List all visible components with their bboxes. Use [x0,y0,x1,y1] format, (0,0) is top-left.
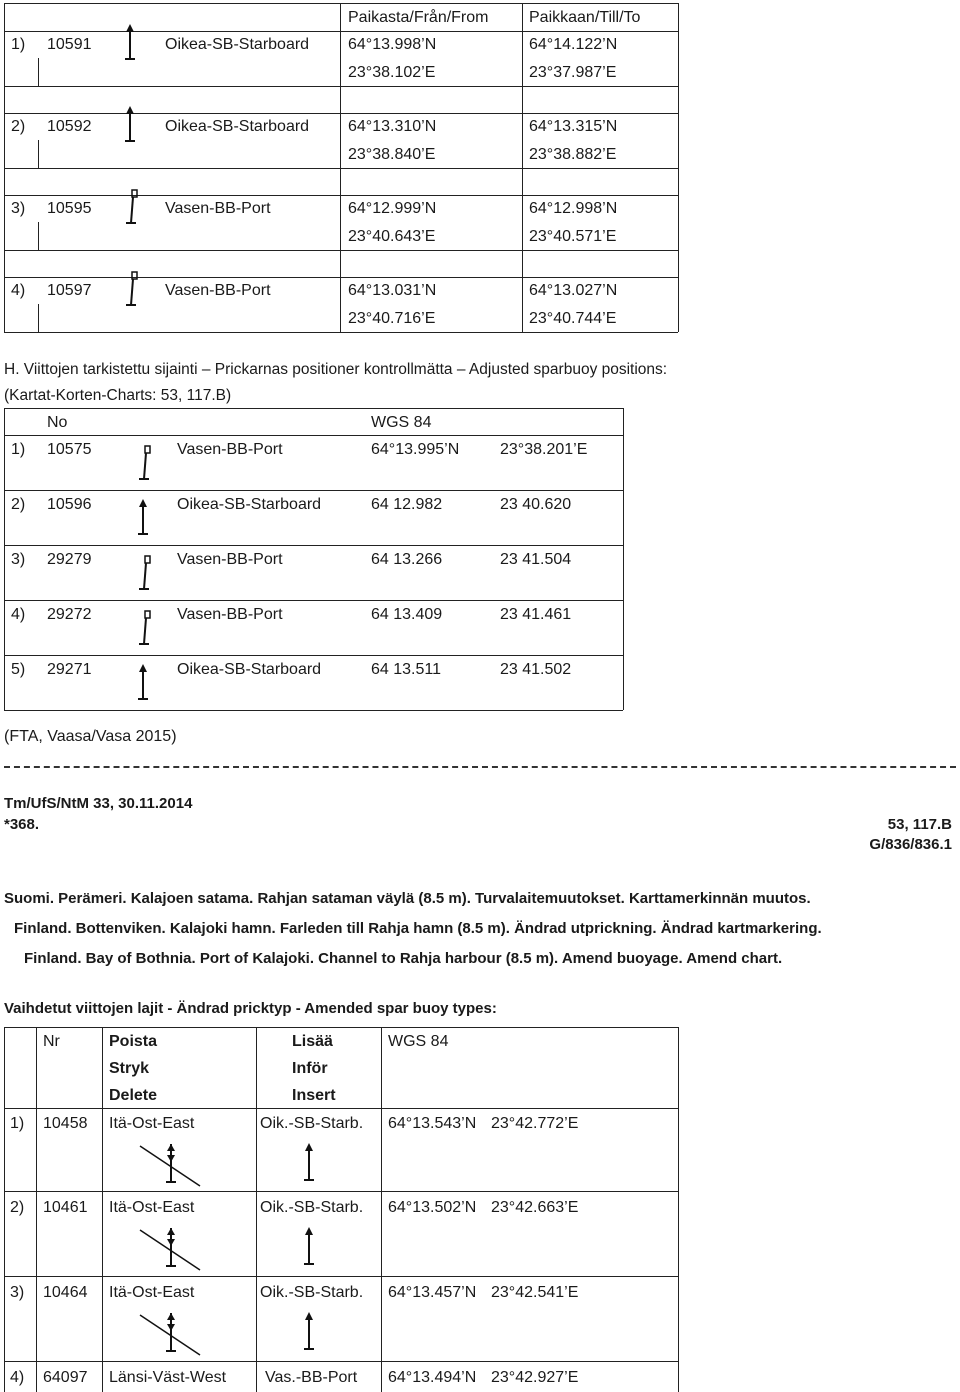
latitude: 64 13.511 [371,661,441,678]
latitude: 64°13.494’N [388,1369,477,1386]
notice-subtitle: Vaihdetut viittojen lajit - Ändrad pricktyp - Amended spar buoy types: [4,1000,497,1017]
row-index: 2) [10,1199,25,1216]
from-latitude: 64°13.310’N [348,118,437,135]
latitude: 64 13.409 [371,606,443,623]
row-index: 1) [10,1115,25,1132]
row-index: 2) [11,118,26,135]
latitude: 64 12.982 [371,496,443,513]
buoy-number: 10592 [47,118,92,135]
notice-charts: 53, 117.B [887,816,952,833]
longitude: 23°42.772’E [491,1115,579,1132]
header-remove-fi: Poista [109,1033,158,1050]
buoy-number: 10595 [47,200,92,217]
buoy-type: Oikea-SB-Starboard [177,661,322,678]
source-note: (FTA, Vaasa/Vasa 2015) [4,728,177,745]
buoy-number: 10591 [47,36,92,53]
row-index: 4) [10,1369,25,1386]
starboard-spar-buoy-icon [301,1143,317,1185]
longitude: 23 41.504 [500,551,572,568]
buoy-type: Oikea-SB-Starboard [165,118,310,135]
buoy-type: Vasen-BB-Port [177,551,283,568]
buoy-type: Vasen-BB-Port [177,606,283,623]
row-index: 2) [11,496,26,513]
buoy-number: 64097 [43,1369,88,1386]
buoy-number: 29271 [47,661,92,678]
east-cardinal-spar-buoy-icon [140,1224,200,1274]
latitude: 64°13.502’N [388,1199,477,1216]
from-latitude: 64°13.031’N [348,282,437,299]
from-latitude: 64°12.999’N [348,200,437,217]
longitude: 23°38.201’E [500,441,588,458]
notice-text-swedish: Finland. Bottenviken. Kalajoki hamn. Farleden till Rahja hamn (8.5 m). Ändrad utprickning. Ändrad kartmarkering. [14,920,822,937]
header-remove-sv: Stryk [109,1060,150,1077]
buoy-type: Vasen-BB-Port [165,200,271,217]
latitude: 64 13.266 [371,551,443,568]
buoy-number: 10458 [43,1115,88,1132]
to-latitude: 64°12.998’N [529,200,618,217]
to-longitude: 23°38.882’E [529,146,617,163]
longitude: 23 41.461 [500,606,572,623]
longitude: 23°42.663’E [491,1199,579,1216]
notice-text-finnish: Suomi. Perämeri. Kalajoen satama. Rahjan sataman väylä (8.5 m). Turvalaitemuutokset. Karttamerkinnän muutos. [4,890,811,907]
inserted-type: Oik.-SB-Starb. [260,1115,364,1132]
to-longitude: 23°37.987’E [529,64,617,81]
notice-chart-numbers: G/836/836.1 [869,836,952,853]
to-latitude: 64°13.027’N [529,282,618,299]
notice-text-english: Finland. Bay of Bothnia. Port of Kalajoki. Channel to Rahja harbour (8.5 m). Amend buoyage. Amend chart. [24,950,783,967]
latitude: 64°13.457’N [388,1284,477,1301]
inserted-type: Vas.-BB-Port [265,1369,358,1386]
from-longitude: 23°40.643’E [348,228,436,245]
separator-line [4,766,956,768]
buoy-type: Oikea-SB-Starboard [177,496,322,513]
port-spar-buoy-icon [124,272,140,310]
header-from: Paikasta/Från/From [348,9,489,26]
buoy-number: 29272 [47,606,92,623]
port-spar-buoy-icon [137,446,153,484]
notice-reference: Tm/UfS/NtM 33, 30.11.2014 [4,795,193,812]
buoy-type: Vasen-BB-Port [177,441,283,458]
buoy-number: 10464 [43,1284,88,1301]
from-longitude: 23°38.840’E [348,146,436,163]
row-index: 1) [11,36,26,53]
from-latitude: 64°13.998’N [348,36,437,53]
starboard-spar-buoy-icon [135,499,151,539]
to-latitude: 64°14.122’N [529,36,618,53]
starboard-spar-buoy-icon [135,664,151,704]
removed-type: Itä-Ost-East [109,1199,195,1216]
longitude: 23 41.502 [500,661,572,678]
buoy-type: Oikea-SB-Starboard [165,36,310,53]
latitude: 64°13.543’N [388,1115,477,1132]
from-longitude: 23°40.716’E [348,310,436,327]
east-cardinal-spar-buoy-icon [140,1309,200,1359]
row-index: 1) [11,441,26,458]
to-longitude: 23°40.571’E [529,228,617,245]
latitude: 64°13.995’N [371,441,460,458]
removed-type: Itä-Ost-East [109,1115,195,1132]
east-cardinal-spar-buoy-icon [140,1140,200,1190]
header-remove-en: Delete [109,1087,158,1104]
port-spar-buoy-icon [137,556,153,594]
port-spar-buoy-icon [124,190,140,228]
inserted-type: Oik.-SB-Starb. [260,1199,364,1216]
header-to: Paikkaan/Till/To [529,9,641,26]
header-wgs84: WGS 84 [388,1033,449,1050]
removed-type: Länsi-Väst-West [109,1369,227,1386]
section-h-title: H. Viittojen tarkistettu sijainti – Prickarnas positioner kontrollmätta – Adjusted sparbuoy positions: [4,361,668,378]
row-index: 4) [11,282,26,299]
row-index: 3) [10,1284,25,1301]
buoy-number: 10597 [47,282,92,299]
row-index: 4) [11,606,26,623]
header-insert-en: Insert [292,1087,336,1104]
row-index: 5) [11,661,26,678]
from-longitude: 23°38.102’E [348,64,436,81]
removed-type: Itä-Ost-East [109,1284,195,1301]
buoy-number: 29279 [47,551,92,568]
header-insert-sv: Inför [292,1060,328,1077]
starboard-spar-buoy-icon [122,24,138,64]
header-no: No [47,414,68,431]
buoy-number: 10596 [47,496,92,513]
starboard-spar-buoy-icon [301,1312,317,1354]
buoy-type: Vasen-BB-Port [165,282,271,299]
longitude: 23°42.927’E [491,1369,579,1386]
section-h-charts: (Kartat-Korten-Charts: 53, 117.B) [4,387,232,404]
buoy-number: 10575 [47,441,92,458]
header-insert-fi: Lisää [292,1033,333,1050]
row-index: 3) [11,200,26,217]
inserted-type: Oik.-SB-Starb. [260,1284,364,1301]
longitude: 23°42.541’E [491,1284,579,1301]
starboard-spar-buoy-icon [122,106,138,146]
buoy-number: 10461 [43,1199,88,1216]
to-longitude: 23°40.744’E [529,310,617,327]
starboard-spar-buoy-icon [301,1227,317,1269]
port-spar-buoy-icon [137,611,153,649]
row-index: 3) [11,551,26,568]
header-wgs84: WGS 84 [371,414,432,431]
header-nr: Nr [43,1033,60,1050]
to-latitude: 64°13.315’N [529,118,618,135]
notice-number: *368. [4,816,40,833]
longitude: 23 40.620 [500,496,572,513]
